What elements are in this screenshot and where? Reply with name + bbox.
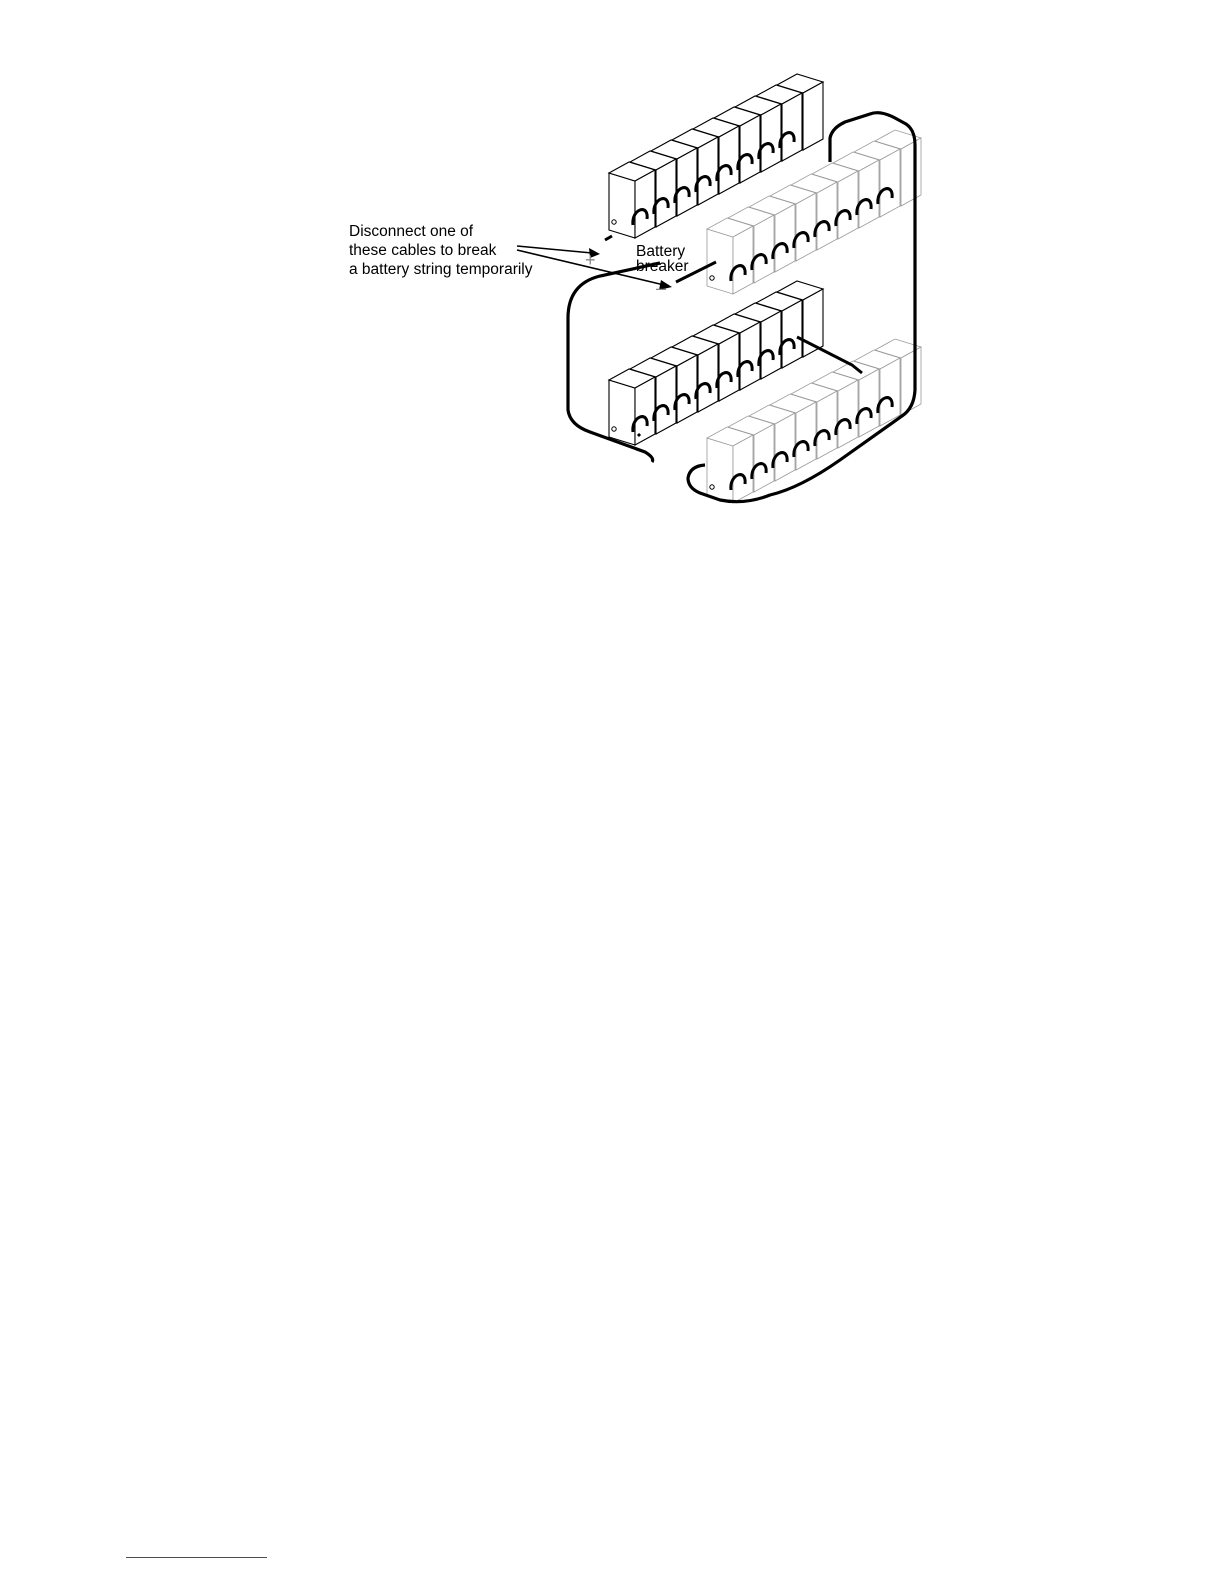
negative-terminal-sign: – bbox=[656, 278, 667, 298]
callout-line-3: a battery string temporarily bbox=[349, 261, 533, 278]
breaker-lead-positive bbox=[605, 236, 612, 240]
battery-block bbox=[707, 427, 753, 503]
callout-line-1: Disconnect one of bbox=[349, 223, 474, 240]
footer-rule bbox=[126, 1557, 267, 1558]
lead-lower-left bbox=[638, 434, 640, 436]
positive-terminal-sign: + bbox=[585, 250, 596, 270]
battery-block bbox=[609, 369, 655, 445]
battery-block bbox=[707, 218, 753, 294]
battery-breaker-label bbox=[636, 244, 689, 274]
disconnect-callout bbox=[349, 222, 533, 279]
breaker-line-2: breaker bbox=[636, 258, 689, 275]
battery-block bbox=[609, 162, 655, 238]
callout-line-2: these cables to break bbox=[349, 242, 497, 259]
breaker-line-1: Battery bbox=[636, 243, 686, 260]
